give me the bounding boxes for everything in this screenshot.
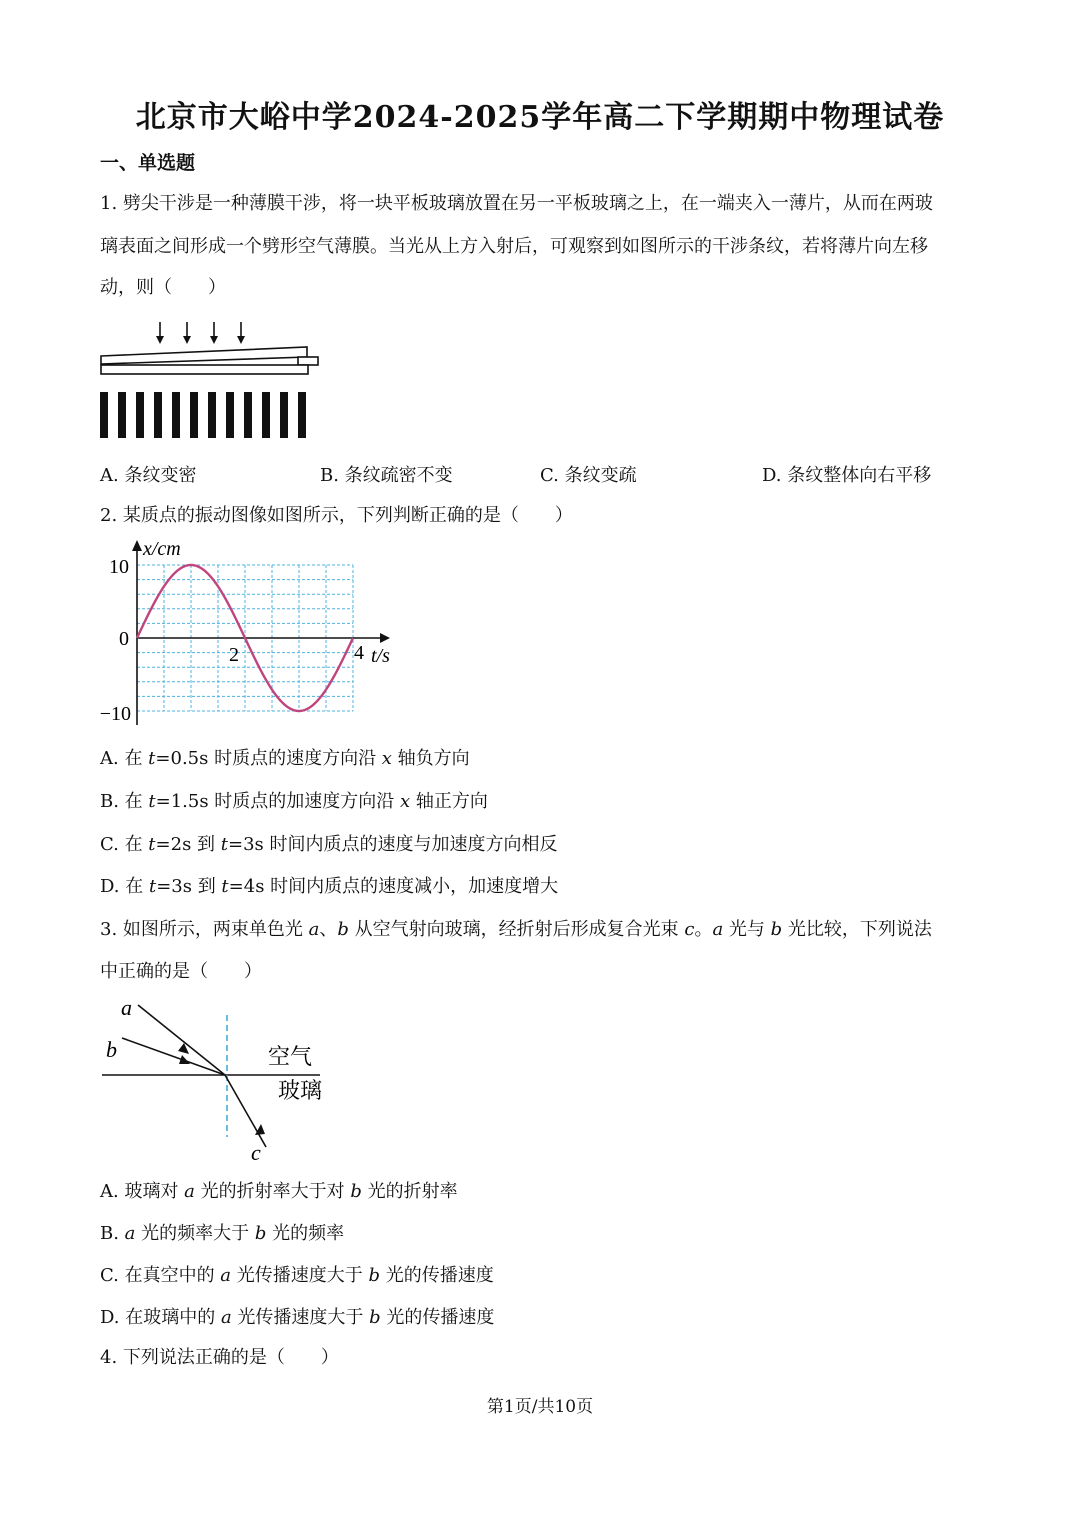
x-axis-label: t/s [371, 645, 390, 667]
ray-label-a: a [121, 995, 132, 1020]
q2-option-c[interactable]: C. 在 t=2s 到 t=3s 时间内质点的速度与加速度方向相反 [100, 834, 558, 855]
q3-option-b[interactable]: B. a 光的频率大于 b 光的频率 [100, 1223, 345, 1244]
q2-stem: 2. 某质点的振动图像如图所示，下列判断正确的是（ ） [100, 505, 573, 526]
q3-option-a[interactable]: A. 玻璃对 a 光的折射率大于对 b 光的折射率 [100, 1181, 458, 1202]
ray-a [138, 1005, 225, 1075]
q1-stem-line-3: 动，则（ ） [100, 277, 226, 298]
q1-option-c[interactable]: C. 条纹变疏 [540, 465, 637, 486]
x-tick-label-4: 4 [354, 642, 364, 664]
y-tick-label-10: 10 [109, 556, 129, 578]
medium-label-air: 空气 [268, 1045, 313, 1070]
ray-label-c: c [251, 1140, 261, 1165]
section-heading: 一、单选题 [100, 152, 196, 174]
ray-c [225, 1075, 266, 1147]
x-axis-arrow [380, 633, 390, 643]
q4-stem: 4. 下列说法正确的是（ ） [100, 1347, 339, 1368]
q1-stem-line-1: 1. 劈尖干涉是一种薄膜干涉，将一块平板玻璃放置在另一平板玻璃之上，在一端夹入一薄片，从而在两玻 [100, 193, 933, 214]
q1-wedge-figure [100, 320, 330, 440]
q3-stem-line-2: 中正确的是（ ） [100, 961, 262, 982]
y-axis-arrow [132, 540, 142, 551]
q3-option-d[interactable]: D. 在玻璃中的 a 光传播速度大于 b 光的传播速度 [100, 1307, 495, 1328]
q2-vibration-chart [95, 535, 405, 730]
q3-option-c[interactable]: C. 在真空中的 a 光传播速度大于 b 光的传播速度 [100, 1265, 494, 1286]
ray-b-arrow [179, 1055, 190, 1064]
page-footer: 第1页/共10页 [486, 1397, 594, 1417]
medium-label-glass: 玻璃 [278, 1079, 323, 1104]
ray-b [122, 1038, 225, 1075]
bottom-glass-plate [101, 365, 308, 374]
exam-title: 北京市大峪中学2024-2025学年高二下学期期中物理试卷 [135, 100, 945, 135]
y-tick-label-0: 0 [119, 628, 129, 650]
q3-stem-line-1: 3. 如图所示，两束单色光 a、b 从空气射向玻璃，经折射后形成复合光束 c。a 光与 b 光比较，下列说法 [100, 919, 932, 940]
q1-option-a[interactable]: A. 条纹变密 [100, 465, 197, 486]
q1-stem-line-2: 璃表面之间形成一个劈形空气薄膜。当光从上方入射后，可观察到如图所示的干涉条纹，若将薄片向左移 [100, 236, 928, 257]
q2-option-b[interactable]: B. 在 t=1.5s 时质点的加速度方向沿 x 轴正方向 [100, 791, 488, 812]
ray-label-b: b [106, 1037, 117, 1062]
q1-option-d[interactable]: D. 条纹整体向右平移 [762, 465, 932, 486]
interference-fringes [100, 392, 306, 438]
y-tick-label-neg10: −10 [99, 703, 131, 725]
thin-sheet [298, 357, 318, 365]
top-glass-plate [101, 347, 307, 364]
y-axis-label: x/cm [143, 538, 181, 560]
q3-refraction-figure [100, 995, 340, 1170]
q2-option-a[interactable]: A. 在 t=0.5s 时质点的速度方向沿 x 轴负方向 [100, 748, 470, 769]
q1-option-b[interactable]: B. 条纹疏密不变 [320, 465, 453, 486]
x-tick-label-2: 2 [229, 644, 239, 666]
q2-option-d[interactable]: D. 在 t=3s 到 t=4s 时间内质点的速度减小，加速度增大 [100, 876, 559, 897]
